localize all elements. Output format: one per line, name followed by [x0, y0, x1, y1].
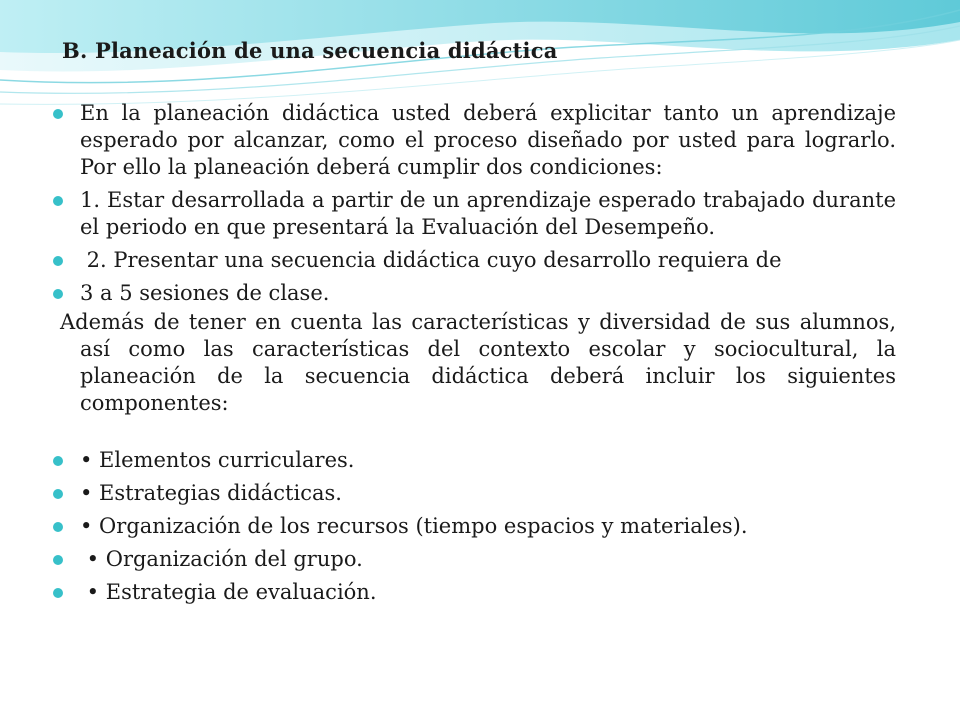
- component-text-4: • Organización del grupo.: [80, 547, 363, 571]
- component-item-3: [50, 513, 896, 540]
- component-text-2: • Estrategias didácticas.: [80, 481, 342, 505]
- bullet-item-3: [50, 247, 896, 274]
- component-item-5: [50, 579, 896, 606]
- bullet-dot-icon: [53, 522, 63, 532]
- component-item-1: [50, 447, 896, 474]
- bullet-dot-icon: [53, 289, 63, 299]
- slide-title: B. Planeación de una secuencia didáctica: [62, 38, 558, 63]
- bullet-text-2: 1. Estar desarrollada a partir de un aprendizaje esperado trabajado durante el periodo en que presentará la Evaluación del Desempeño.: [80, 188, 896, 239]
- bullet-dot-icon: [53, 196, 63, 206]
- bullet-dot-icon: [53, 489, 63, 499]
- bullet-dot-icon: [53, 109, 63, 119]
- component-text-3: • Organización de los recursos (tiempo espacios y materiales).: [80, 514, 748, 538]
- bullet-dot-icon: [53, 256, 63, 266]
- bullet-item-2: [50, 187, 896, 241]
- bullet-dot-icon: [53, 555, 63, 565]
- bullet-item-4: [50, 280, 896, 307]
- slide-content: [50, 100, 896, 612]
- bullet-text-1: En la planeación didáctica usted deberá explicitar tanto un aprendizaje esperado por alcanzar, como el proceso diseñado por usted para lograrlo. Por ello la planeación deberá cumplir dos condiciones:: [80, 101, 896, 179]
- component-text-1: • Elementos curriculares.: [80, 448, 355, 472]
- bullet-text-4: 3 a 5 sesiones de clase.: [80, 281, 330, 305]
- components-intro-paragraph: Además de tener en cuenta las características y diversidad de sus alumnos, así como las características del contexto escolar y sociocultural, la planeación de la secuencia didáctica deberá incluir los siguientes componentes:: [60, 310, 896, 415]
- bullet-item-1: [50, 100, 896, 181]
- bullet-dot-icon: [53, 456, 63, 466]
- bullet-dot-icon: [53, 588, 63, 598]
- bullet-text-3: 2. Presentar una secuencia didáctica cuyo desarrollo requiera de: [80, 248, 782, 272]
- component-item-4: [50, 546, 896, 573]
- component-text-5: • Estrategia de evaluación.: [80, 580, 377, 604]
- component-item-2: [50, 480, 896, 507]
